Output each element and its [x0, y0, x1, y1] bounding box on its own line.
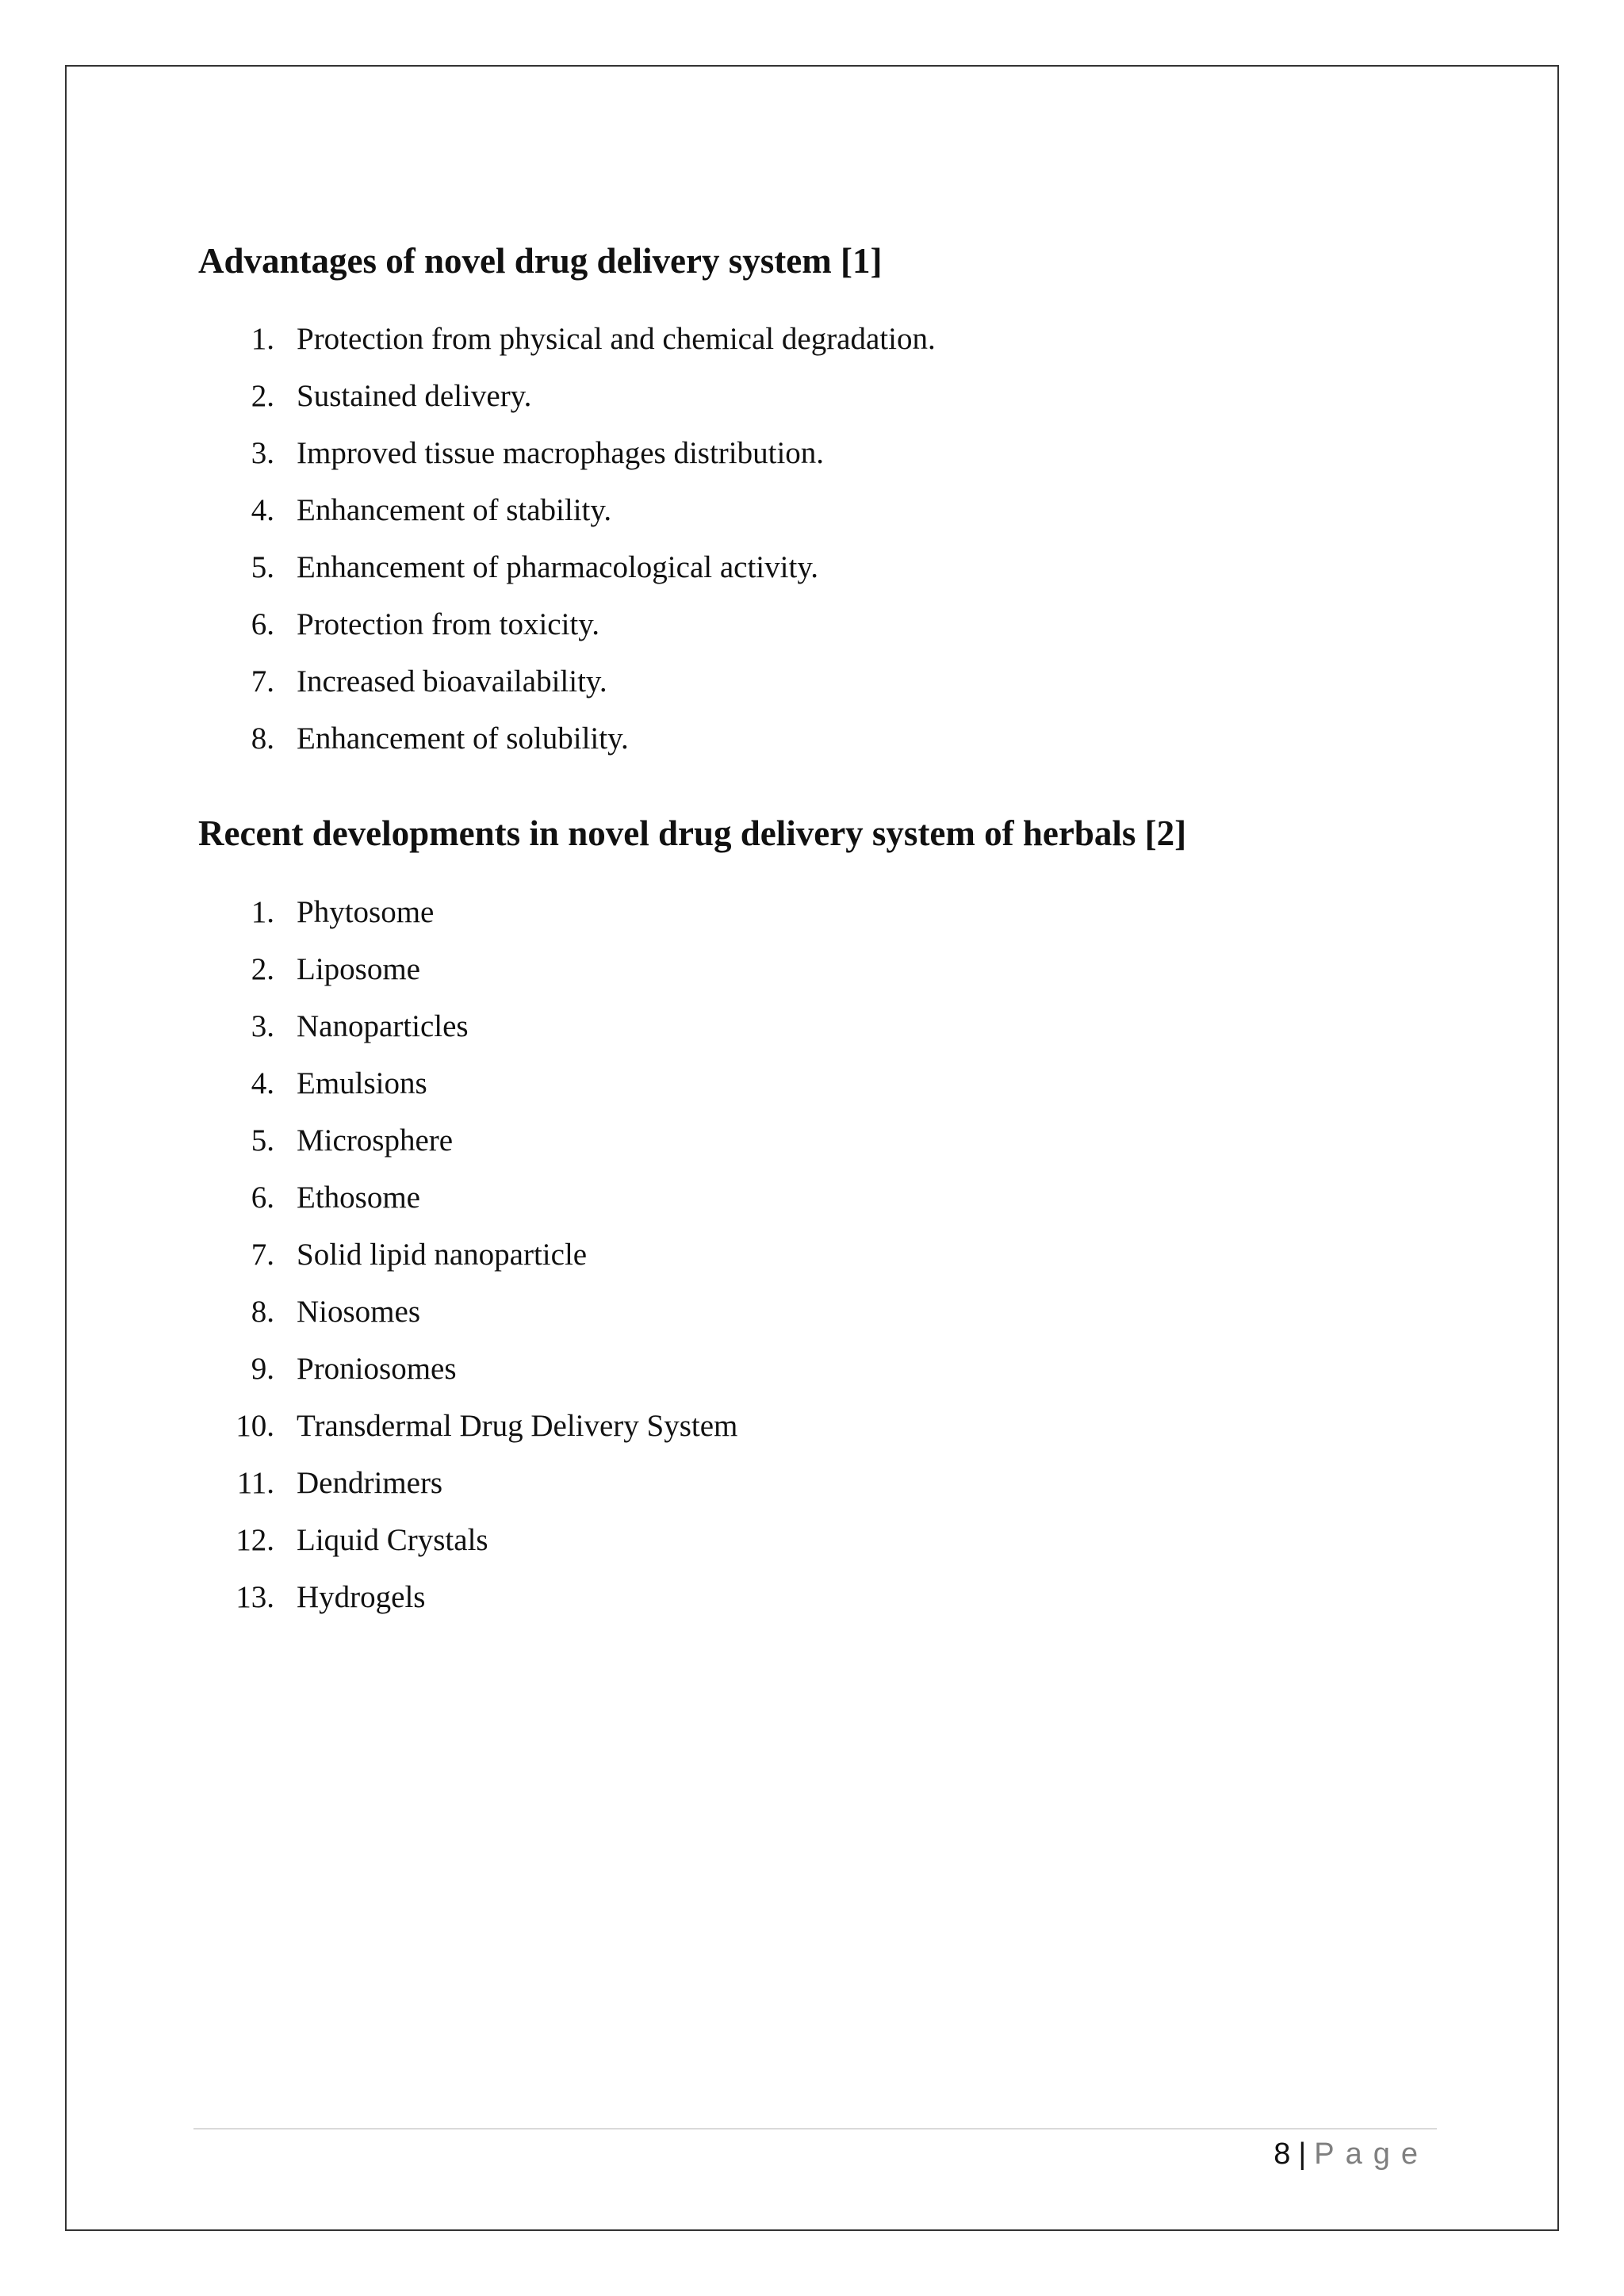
section-heading-recent-developments: Recent developments in novel drug delivery system of herbals [2]: [198, 813, 1187, 853]
footer-divider: [193, 2128, 1437, 2130]
list-item-text: Solid lipid nanoparticle: [297, 1238, 588, 1272]
list-item-text: Protection from physical and chemical degradation.: [297, 322, 936, 356]
list-item-number: 10.: [236, 1409, 274, 1443]
list-item-text: Liposome: [297, 952, 420, 986]
list-item-text: Proniosomes: [297, 1352, 457, 1386]
list-item-text: Enhancement of solubility.: [297, 721, 629, 756]
list-item-number: 1.: [251, 895, 274, 929]
list-item-text: Liquid Crystals: [297, 1523, 488, 1557]
list-item-number: 2.: [251, 379, 274, 413]
list-item-number: 13.: [236, 1580, 274, 1614]
list-item-text: Transdermal Drug Delivery System: [297, 1409, 738, 1443]
list-item-number: 9.: [251, 1352, 274, 1386]
list-item-text: Niosomes: [297, 1295, 420, 1329]
list-item-text: Nanoparticles: [297, 1009, 469, 1043]
list-item-number: 3.: [251, 436, 274, 470]
footer-separator: |: [1298, 2137, 1307, 2171]
list-item-text: Hydrogels: [297, 1580, 426, 1614]
list-item-number: 7.: [251, 1238, 274, 1272]
section-heading-advantages: Advantages of novel drug delivery system [1]: [198, 241, 883, 281]
list-item-number: 5.: [251, 1123, 274, 1158]
list-item-text: Emulsions: [297, 1066, 427, 1100]
list-item-number: 12.: [236, 1523, 274, 1557]
list-item-number: 6.: [251, 1181, 274, 1215]
list-item-text: Improved tissue macrophages distribution.: [297, 436, 825, 470]
list-item-number: 8.: [251, 721, 274, 756]
list-item-text: Dendrimers: [297, 1466, 443, 1500]
list-item-text: Ethosome: [297, 1181, 420, 1215]
list-item-number: 5.: [251, 550, 274, 584]
list-item-text: Protection from toxicity.: [297, 607, 599, 641]
list-item-number: 8.: [251, 1295, 274, 1329]
page-number: 8: [1274, 2137, 1291, 2171]
list-item-number: 4.: [251, 1066, 274, 1100]
list-item-number: 11.: [236, 1466, 274, 1500]
list-item-text: Phytosome: [297, 895, 435, 929]
page-label: Page: [1314, 2137, 1429, 2171]
list-item-number: 3.: [251, 1009, 274, 1043]
page-border: [65, 65, 1559, 2231]
list-item-text: Increased bioavailability.: [297, 664, 607, 698]
list-item-text: Microsphere: [297, 1123, 454, 1158]
list-item-text: Enhancement of pharmacological activity.: [297, 550, 819, 584]
list-item-number: 1.: [251, 322, 274, 356]
list-item-number: 6.: [251, 607, 274, 641]
page-footer: [1274, 2134, 1429, 2174]
list-item-text: Enhancement of stability.: [297, 493, 612, 527]
list-item-text: Sustained delivery.: [297, 379, 532, 413]
list-item-number: 2.: [251, 952, 274, 986]
list-item-number: 4.: [251, 493, 274, 527]
list-item-number: 7.: [251, 664, 274, 698]
